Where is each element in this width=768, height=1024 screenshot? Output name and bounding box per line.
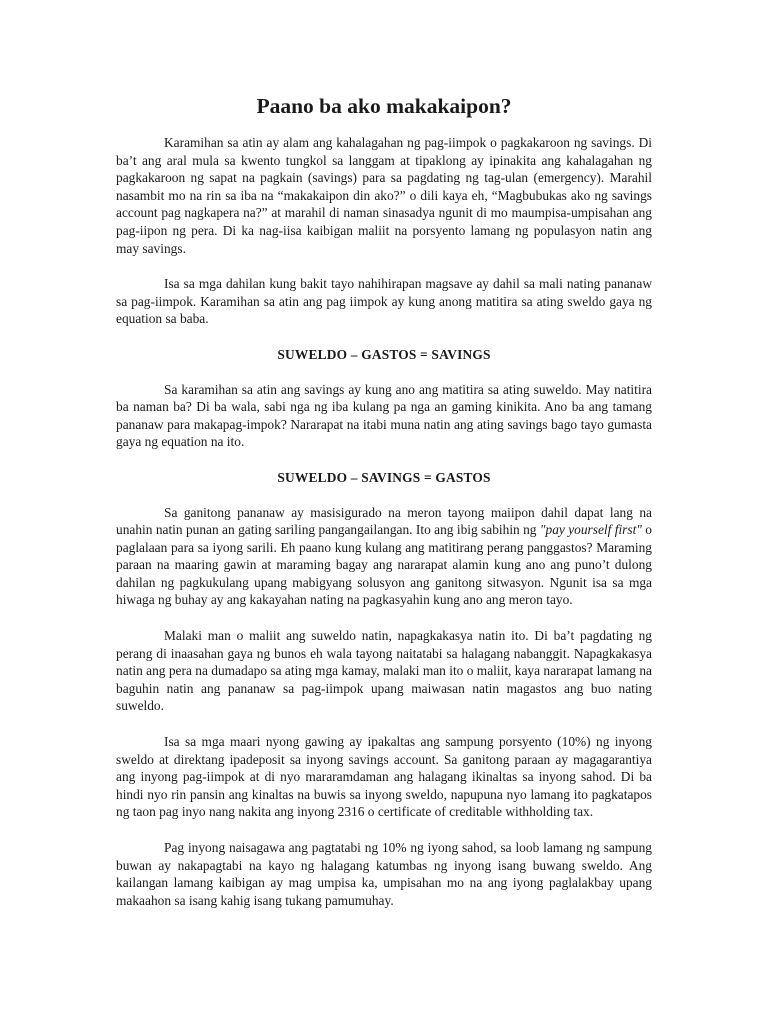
document-page: [116, 92, 652, 927]
paragraph-ten-percent: Isa sa mga maari nyong gawing ay ipakaltas ang sampung porsyento (10%) ng inyong sweldo at direktang ipadeposit sa inyong savings account. Sa ganitong paraan ay magagarantiya ang inyong pag-iimpok at di nyo mararamdaman ang halagang ikinaltas sa inyong sahod. Di ba hindi nyo rin pansin ang kinaltas na buwis sa inyong sweldo, napupuna nyo lamang ito pagkatapos ng taon pag inyo nang nakita ang inyong 2316 o certificate of creditable withholding tax.: [116, 734, 652, 820]
pay-yourself-first-emphasis: "pay yourself first": [539, 522, 642, 538]
paragraph-pay-yourself-first: [116, 504, 652, 610]
document-title: Paano ba ako makakaipon?: [256, 94, 512, 118]
paragraph-pay-yourself-first-part1: Sa ganitong pananaw ay masisigurado na meron tayong maiipon dahil dapat lang na unahin natin punan an gating sariling pangangailangan. Ito ang ibig sabihin ng: [116, 504, 652, 538]
paragraph-wrong-view: Isa sa mga dahilan kung bakit tayo nahihirapan magsave ay dahil sa mali nating pananaw sa pag-iimpok. Karamihan sa atin ang pag iimpok ay kung anong matitira sa ating sweldo gaya ng equation sa baba.: [116, 276, 652, 327]
equation-right: SUWELDO – SAVINGS = GASTOS: [277, 469, 491, 485]
paragraph-intro: Karamihan sa atin ay alam ang kahalagahan ng pag-iimpok o pagkakaroon ng savings. Di ba’t ang aral mula sa kwento tungkol sa langgam at tipaklong ay ipinakita ang kahalagahan ng pagkakaroon ng sapat na pagkain (savings) para sa pagdating ng tag-ulan (emergency). Marahil nasambit mo na rin sa iba na “makakaipon din ako?” o dili kaya eh, “Magbubukas ako ng savings account pag nagkapera na?” at marahil di naman sinasadya ngunit di mo maumpisa-umpisahan ang pag-iipon ng pera. Di ka nag-iisa kaibigan maliit na porsyento lamang ng populasyon natin ang may savings.: [116, 135, 652, 256]
paragraph-conclusion: Pag inyong naisagawa ang pagtatabi ng 10% ng iyong sahod, sa loob lamang ng sampung buwan ay nakapagtabi na kayo ng halagang katumbas ng inyong isang buwang sweldo. Ang kailangan lamang kaibigan ay mag umpisa ka, umpisahan mo na ang iyong paglalakbay upang makaahon sa isang kahig isang tukang pamumuhay.: [116, 840, 652, 908]
paragraph-salary-fits: Malaki man o maliit ang suweldo natin, napagkakasya natin ito. Di ba’t pagdating ng perang di inaasahan gaya ng bunos eh wala tayong naitatabi sa halagang nabanggit. Napagkakasya natin ang pera na dumadapo sa ating mga kamay, malaki man ito o maliit, kaya nararapat lamang na baguhin natin ang pananaw sa pag-iimpok upang maiwasan natin magastos ang buo nating suweldo.: [116, 628, 652, 714]
paragraph-right-view: Sa karamihan sa atin ang savings ay kung ano ang matitira sa ating suweldo. May natitira ba naman ba? Di ba wala, sabi nga ng iba kulang pa nga an gaming kinikita. Ano ba ang tamang pananaw para makapag-impok? Nararapat na itabi muna natin ang ating savings bago tayo gumasta gaya ng equation na ito.: [116, 381, 652, 450]
paragraph-pay-yourself-first-part2: o paglalaan para sa iyong sarili. Eh paano kung kulang ang matitirang perang panggastos? Maraming paraan na maaring gawin at maraming bagay ang nararapat alamin kung ano ang puno’t dulong dahilan ng pagkukulang upang mabigyang solusyon ang ganitong sitwasyon. Ngunit isa sa mga hiwaga ng buhay ay ang kakayahan nating na pagkasyahin kung ano ang meron tayo.: [116, 522, 653, 608]
equation-wrong: SUWELDO – GASTOS = SAVINGS: [277, 346, 491, 362]
